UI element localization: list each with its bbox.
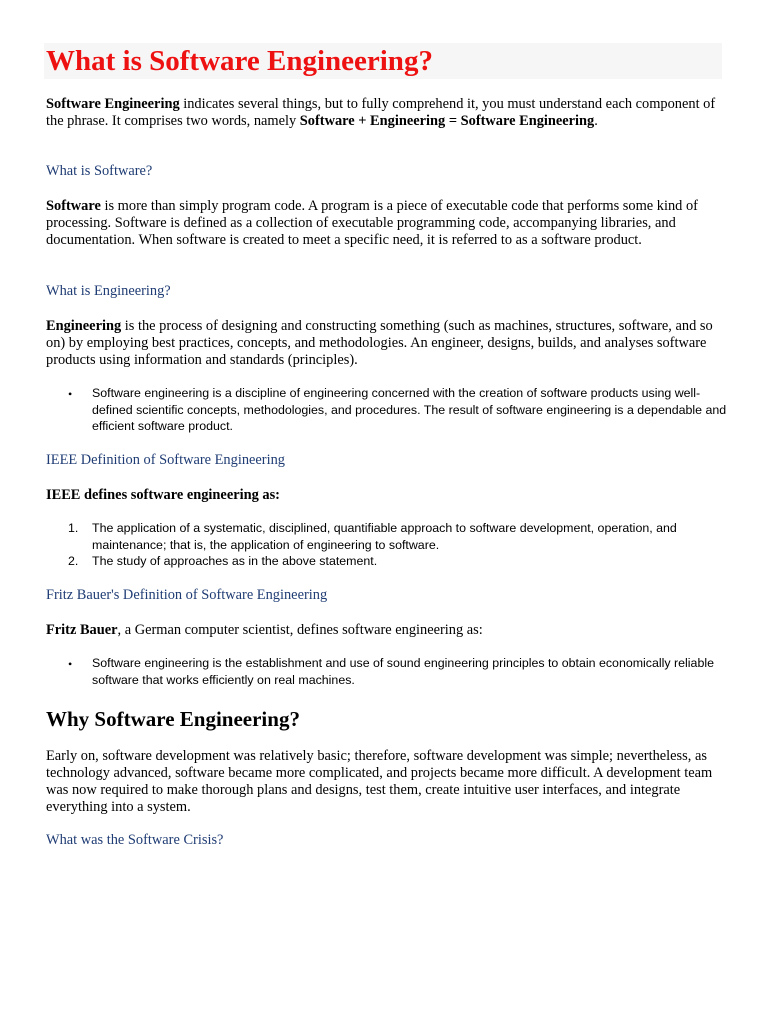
bauer-paragraph xyxy=(46,622,726,639)
bauer-text: , a German computer scientist, defines software engineering as: xyxy=(117,622,483,638)
software-paragraph xyxy=(46,198,726,249)
software-crisis-heading: What was the Software Crisis? xyxy=(46,832,224,848)
bullet-icon: • xyxy=(68,387,73,401)
intro-text: indicates several things, but to fully comprehend it, you must understand each component of the phrase. It comprises two words, namely xyxy=(46,96,716,129)
page-title: What is Software Engineering? xyxy=(46,45,433,77)
engineering-paragraph xyxy=(46,318,726,369)
intro-bold-term: Software Engineering xyxy=(46,96,180,112)
ieee-lead-text: IEEE defines software engineering as: xyxy=(46,487,280,503)
ieee-item-number: 2. xyxy=(68,554,79,568)
ieee-list-item: The application of a systematic, disciplined, quantifiable approach to software development, operation, and maintenance; that is, the application of engineering to software. xyxy=(92,521,677,552)
why-heading: Why Software Engineering? xyxy=(46,707,300,731)
bullet-icon: • xyxy=(68,657,73,671)
why-paragraph: Early on, software development was relatively basic; therefore, software development was simple; nevertheless, as technology advanced, software became more complicated, and projects became more difficult. A development team was now required to make thorough plans and designs, test them, create intuitive user interfaces, and integrate everything into a system. xyxy=(46,748,713,815)
intro-text-end: . xyxy=(594,113,598,129)
bauer-heading: Fritz Bauer's Definition of Software Engineering xyxy=(46,587,328,603)
software-text: is more than simply program code. A program is a piece of executable code that performs some kind of processing. Software is defined as a collection of executable programming code, accompanying libraries, and documentation. When software is created to meet a specific need, it is referred to as a software product. xyxy=(46,198,698,248)
software-heading: What is Software? xyxy=(46,163,153,179)
engineering-text: is the process of designing and constructing something (such as machines, structures, software, and so on) by employing best practices, concepts, and methodologies. An engineer, designs, builds, and analyses software products using information and standards (principles). xyxy=(46,318,713,368)
engineering-heading: What is Engineering? xyxy=(46,283,171,299)
ieee-item-number: 1. xyxy=(68,521,79,535)
intro-bold-formula: Software + Engineering = Software Engineering xyxy=(299,113,595,129)
bauer-bullet-item: Software engineering is the establishment and use of sound engineering principles to obtain economically reliable software that works efficiently on real machines. xyxy=(92,656,714,687)
ieee-lead xyxy=(46,487,726,504)
ieee-list-item: The study of approaches as in the above statement. xyxy=(92,554,378,568)
software-bold-term: Software xyxy=(46,198,101,214)
engineering-bullet-item: Software engineering is a discipline of engineering concerned with the creation of software products using well-defined scientific concepts, methodologies, and procedures. The result of software engineering is a dependable and efficient software product. xyxy=(92,386,727,433)
ieee-heading: IEEE Definition of Software Engineering xyxy=(46,452,285,468)
intro-paragraph xyxy=(46,96,726,130)
bauer-bold-term: Fritz Bauer xyxy=(46,622,118,638)
engineering-bold-term: Engineering xyxy=(46,318,122,334)
